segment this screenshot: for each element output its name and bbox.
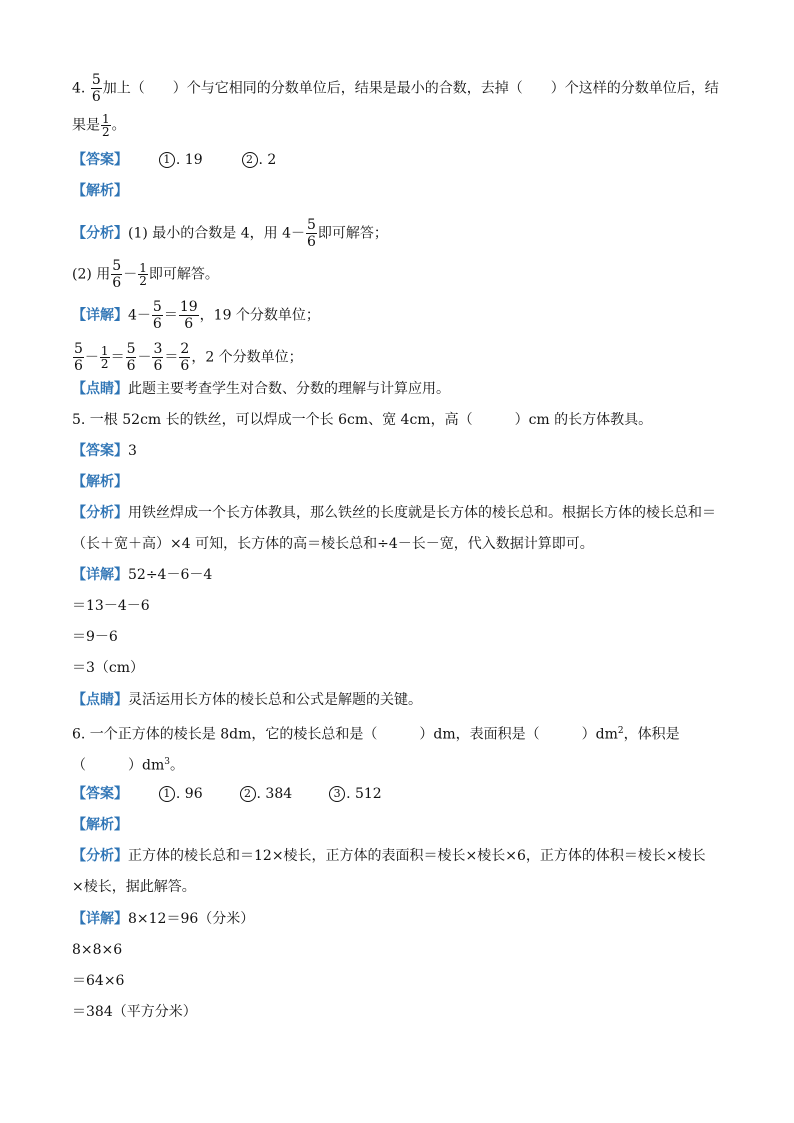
q4-fenxi-2: (2) 用 $\frac{5}{6}$ － $\frac{1}{2}$ 即可解答。 xyxy=(72,258,219,291)
q6-question-1: 6. 一个正方体的棱长是 8dm，它的棱长总和是（ ）dm，表面积是（ ）$dm^2$，体积是 xyxy=(72,726,680,743)
q6-answer: 【答案】 1 . 96 2 . 384 3 . 512 xyxy=(72,786,382,802)
q4-question-line2: 果是 $\frac{1}{2}$ 。 xyxy=(72,112,126,139)
fraction: $\frac{5}{6}$ xyxy=(126,341,136,374)
q4-analysis-tag: 【解析】 xyxy=(72,183,128,199)
answer-2: 2 . 2 xyxy=(242,152,277,168)
q5-dianjing: 【点睛】灵活运用长方体的棱长总和公式是解题的关键。 xyxy=(72,692,422,708)
answer-2: 2 . 384 xyxy=(240,786,293,802)
fraction: $\frac{5}{6}$ xyxy=(91,72,101,105)
q4-detail-2: $\frac{5}{6}$ － $\frac{1}{2}$ ＝ $\frac{5}{6}$ － $\frac{3}{6}$ ＝ $\frac{2}{6}$ ，2 个分数单位； xyxy=(74,341,303,374)
fraction: $\frac{5}{6}$ xyxy=(307,217,316,250)
answer-3: 3 . 512 xyxy=(329,786,382,802)
q4-dianjing: 【点睛】此题主要考查学生对合数、分数的理解与计算应用。 xyxy=(72,381,450,397)
fraction: $\frac{2}{6}$ xyxy=(180,341,190,374)
fraction: $\frac{19}{6}$ xyxy=(179,299,198,332)
q5-fenxi-2: （长＋宽＋高）×4 可知，长方体的高＝棱长总和÷4－长－宽，代入数据计算即可。 xyxy=(72,536,594,552)
question-number: 4. xyxy=(72,80,86,97)
fraction: $\frac{5}{6}$ xyxy=(74,341,83,374)
q6-detail-2: 8×8×6 xyxy=(72,942,123,958)
fraction: $\frac{1}{2}$ xyxy=(102,112,110,139)
answer-1: 1 . 19 xyxy=(159,152,203,168)
q5-detail-1: 【详解】52÷4－6－4 xyxy=(72,567,213,583)
q6-fenxi-1: 【分析】正方体的棱长总和＝12×棱长，正方体的表面积＝棱长×棱长×6，正方体的体积＝棱长×棱长 xyxy=(72,848,706,864)
q5-question: 5. 一根 52cm 长的铁丝，可以焊成一个长 6cm、宽 4cm，高（ ）cm 的长方体教具。 xyxy=(72,412,653,428)
q6-question-2: （ ）$dm^3$。 xyxy=(72,757,184,774)
q6-detail-4: ＝384（平方分米） xyxy=(72,1004,197,1020)
q5-analysis-tag: 【解析】 xyxy=(72,474,128,490)
q4-detail-1: 【详解】4－ $\frac{5}{6}$ ＝ $\frac{19}{6}$ ，19 个分数单位； xyxy=(72,299,320,332)
q5-fenxi-1: 【分析】用铁丝焊成一个长方体教具，那么铁丝的长度就是长方体的棱长总和。根据长方体的棱长总和＝ xyxy=(72,505,716,521)
q4-question-line1: 4. $\frac{5}{6}$ 加上（ ）个与它相同的分数单位后，结果是最小的合数，去掉（ ）个这样的分数单位后，结 xyxy=(72,72,719,105)
q5-detail-4: ＝3（cm） xyxy=(72,660,145,676)
answer-1: 1 . 96 xyxy=(159,786,203,802)
answer-tag: 【答案】 xyxy=(72,152,128,168)
q6-detail-3: ＝64×6 xyxy=(72,973,125,989)
q6-detail-1: 【详解】8×12＝96（分米） xyxy=(72,911,255,927)
fraction: $\frac{1}{2}$ xyxy=(100,344,109,371)
q6-analysis-tag: 【解析】 xyxy=(72,817,128,833)
fraction: $\frac{3}{6}$ xyxy=(153,341,163,374)
fraction: $\frac{1}{2}$ xyxy=(139,261,147,288)
q5-answer: 【答案】3 xyxy=(72,443,137,459)
q5-detail-2: ＝13－4－6 xyxy=(72,598,150,614)
q6-fenxi-2: ×棱长，据此解答。 xyxy=(72,879,196,895)
q5-detail-3: ＝9－6 xyxy=(72,629,118,645)
q4-fenxi-1: 【分析】(1) 最小的合数是 4，用 4－ $\frac{5}{6}$ 即可解答； xyxy=(72,217,388,250)
fraction: $\frac{5}{6}$ xyxy=(112,258,122,291)
fraction: $\frac{5}{6}$ xyxy=(152,299,162,332)
q4-answer xyxy=(72,150,276,170)
